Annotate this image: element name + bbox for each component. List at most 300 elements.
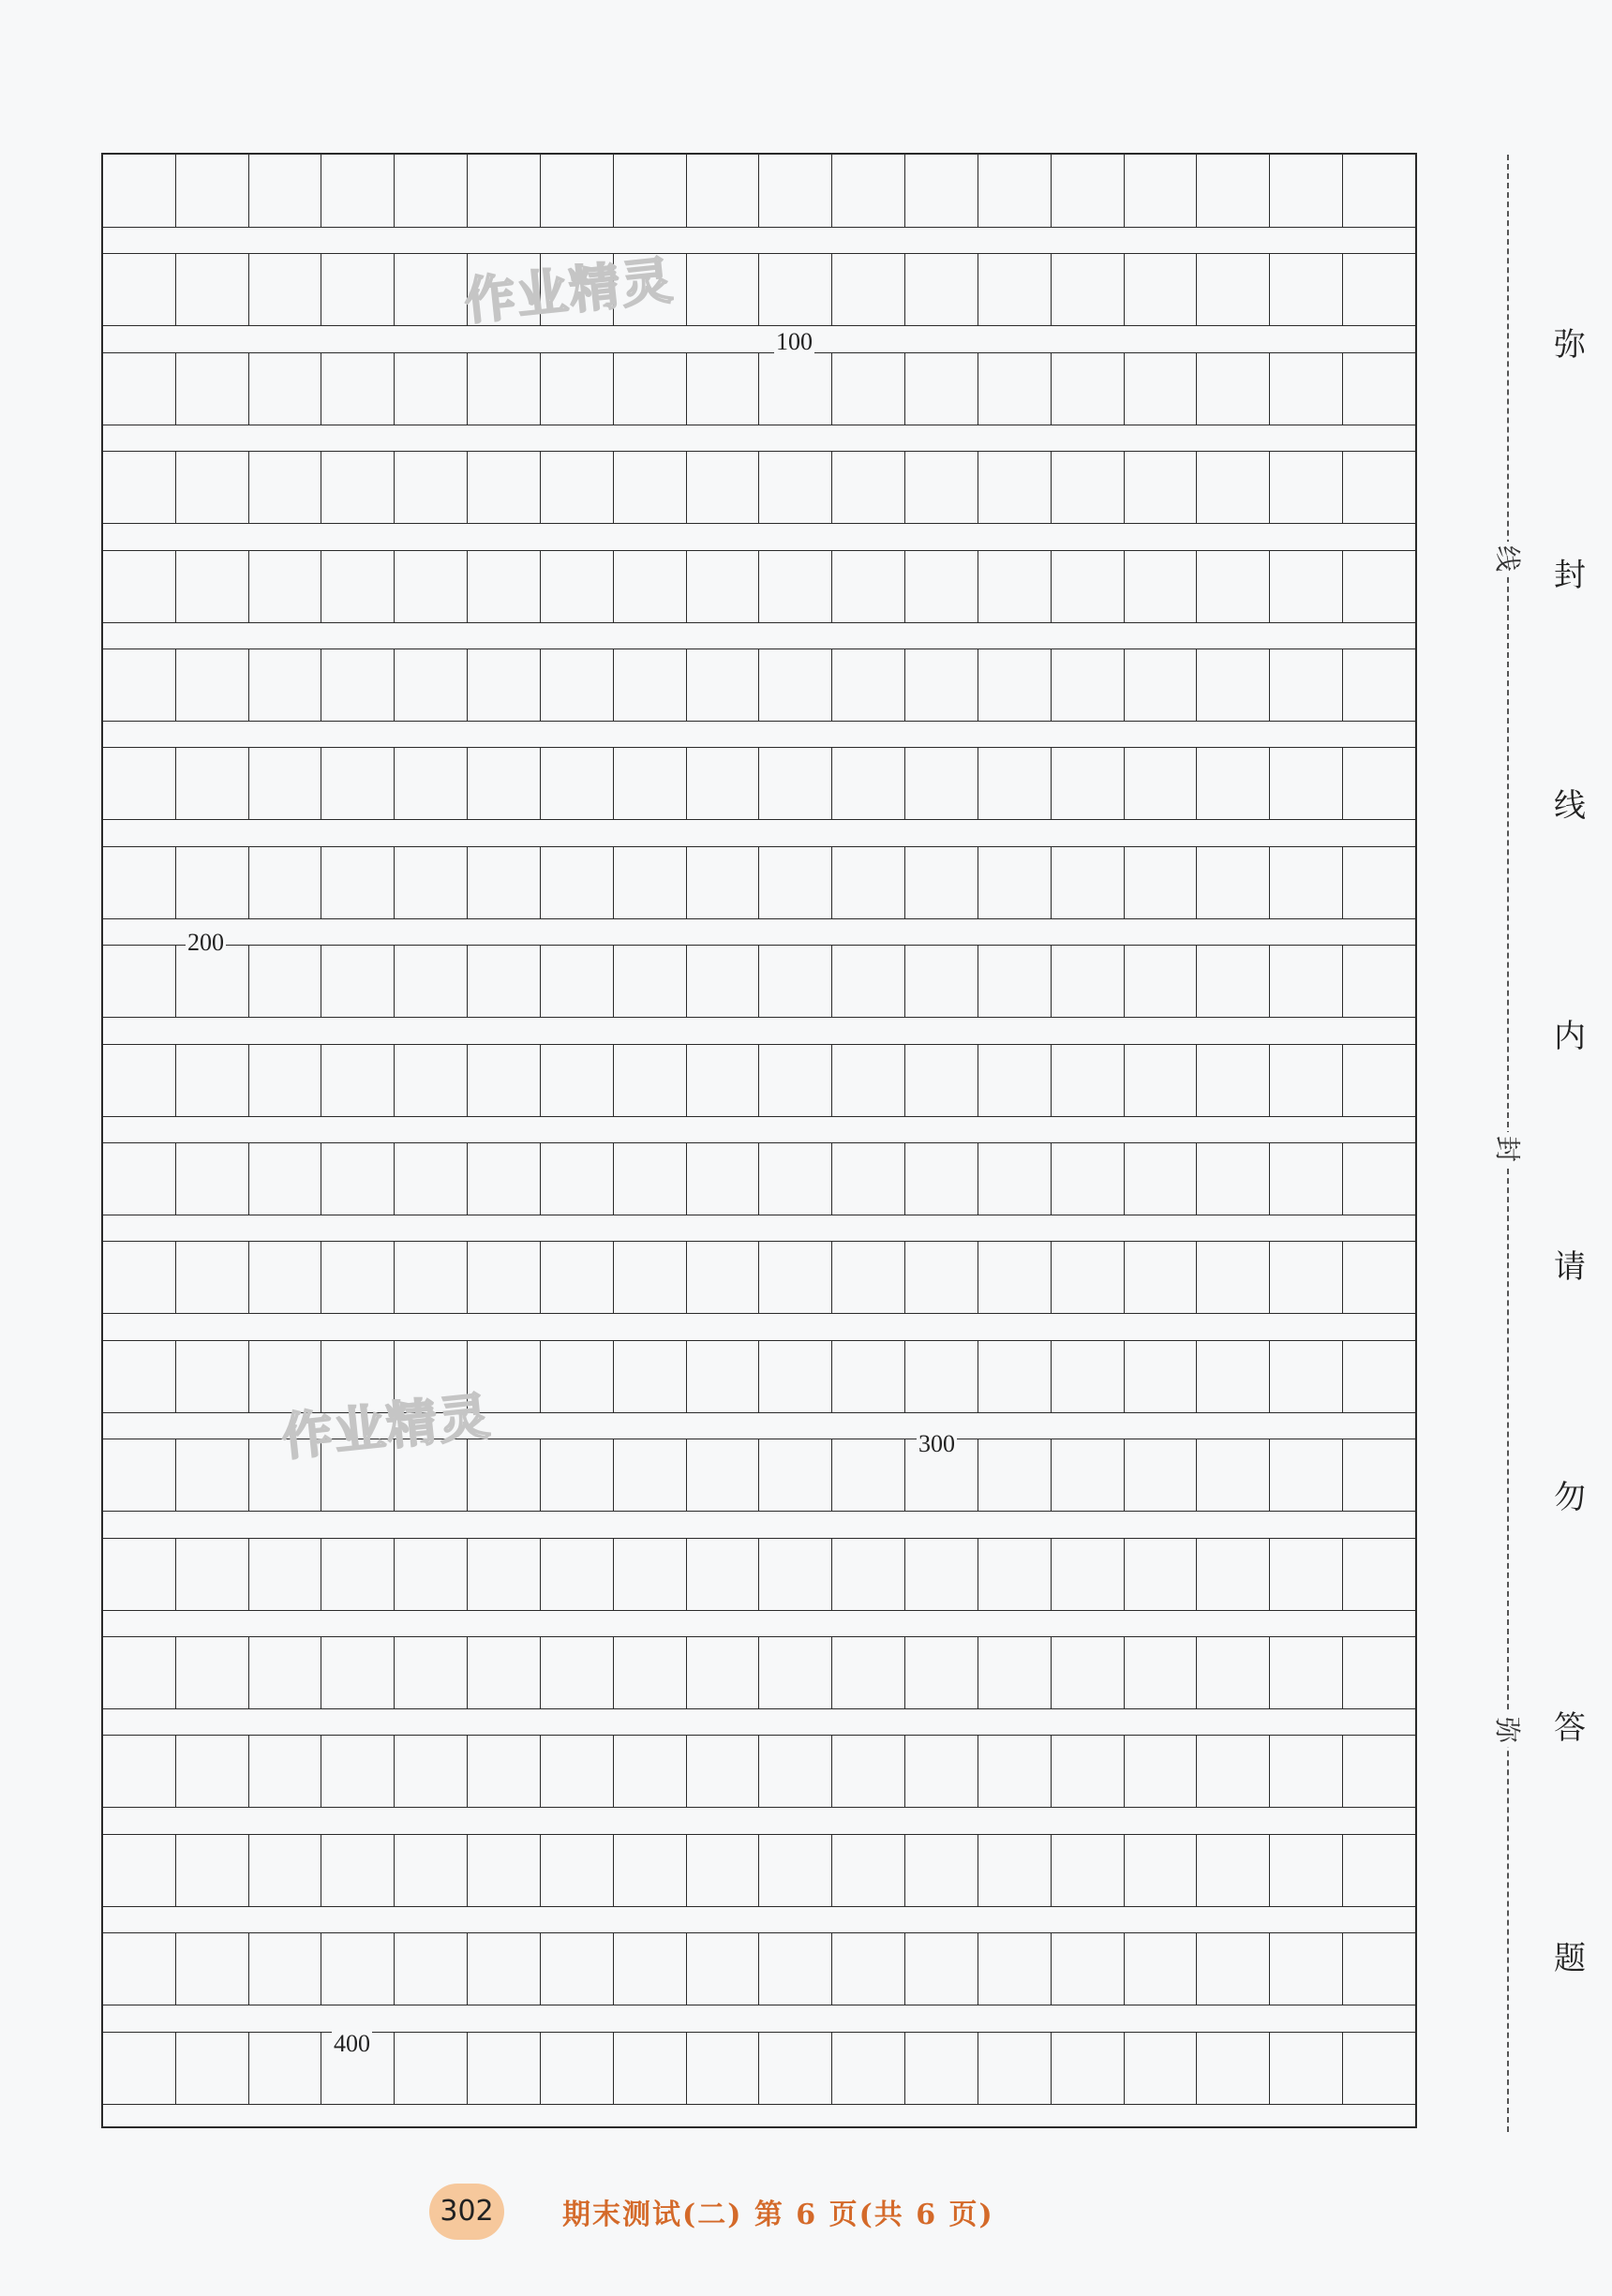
grid-cell <box>541 155 614 227</box>
grid-cell <box>1125 1637 1198 1708</box>
grid-cell <box>468 353 541 425</box>
grid-cell <box>541 1933 614 2005</box>
grid-cell <box>614 155 687 227</box>
grid-cell <box>1125 1835 1198 1906</box>
grid-cell <box>249 649 322 721</box>
grid-cell <box>176 748 249 819</box>
grid-cell <box>1270 748 1343 819</box>
grid-cell <box>103 649 176 721</box>
grid-cell <box>1125 353 1198 425</box>
warning-char: 答 <box>1554 1709 1586 1747</box>
grid-cell <box>1197 748 1270 819</box>
grid-cell <box>1052 1539 1125 1610</box>
grid-cell <box>832 155 905 227</box>
grid-row <box>103 846 1415 919</box>
grid-cell <box>1270 155 1343 227</box>
grid-row <box>103 155 1415 228</box>
grid-cell <box>176 649 249 721</box>
grid-cell <box>687 1439 760 1511</box>
grid-cell <box>249 551 322 622</box>
grid-cell <box>687 1835 760 1906</box>
grid-cell <box>321 1539 395 1610</box>
grid-cell <box>832 748 905 819</box>
grid-cell <box>1125 847 1198 918</box>
grid-cell <box>1052 1242 1125 1313</box>
grid-cell <box>321 1143 395 1215</box>
grid-cell <box>176 1933 249 2005</box>
grid-cell <box>614 1933 687 2005</box>
grid-cell <box>321 254 395 325</box>
grid-cell <box>614 452 687 523</box>
grid-cell <box>832 353 905 425</box>
page-number-badge: 302 <box>429 2184 504 2240</box>
grid-cell <box>541 1736 614 1807</box>
grid-cell <box>978 1143 1052 1215</box>
grid-cell <box>832 254 905 325</box>
grid-cell <box>541 1341 614 1412</box>
grid-cell <box>249 1045 322 1116</box>
grid-cell <box>103 353 176 425</box>
grid-cell <box>249 1143 322 1215</box>
grid-cell <box>759 1341 832 1412</box>
grid-cell <box>321 1637 395 1708</box>
grid-cell <box>687 1736 760 1807</box>
grid-cell <box>1052 155 1125 227</box>
grid-cell <box>687 1143 760 1215</box>
grid-cell <box>395 155 468 227</box>
grid-cell <box>249 254 322 325</box>
grid-cell <box>541 1439 614 1511</box>
grid-cell <box>541 748 614 819</box>
grid-cell <box>1270 1242 1343 1313</box>
grid-cell <box>249 1539 322 1610</box>
grid-cell <box>978 551 1052 622</box>
grid-cell <box>1125 1143 1198 1215</box>
grid-cell <box>468 1835 541 1906</box>
grid-cell <box>1197 551 1270 622</box>
grid-cell <box>395 1143 468 1215</box>
grid-cell <box>468 847 541 918</box>
grid-cell <box>103 1242 176 1313</box>
warning-char: 线 <box>1554 787 1586 825</box>
grid-row <box>103 1241 1415 1314</box>
grid-cell <box>1270 1143 1343 1215</box>
grid-cell <box>1125 1045 1198 1116</box>
grid-cell <box>321 1933 395 2005</box>
grid-cell <box>468 649 541 721</box>
grid-cell <box>905 1736 978 1807</box>
grid-cell <box>978 1736 1052 1807</box>
grid-cell <box>1197 1835 1270 1906</box>
grid-cell <box>687 2033 760 2104</box>
grid-cell <box>905 1242 978 1313</box>
grid-cell <box>1052 1637 1125 1708</box>
grid-cell <box>1343 452 1415 523</box>
warning-char: 请 <box>1554 1248 1586 1286</box>
warning-char: 封 <box>1554 557 1586 594</box>
grid-cell <box>978 2033 1052 2104</box>
grid-cell <box>541 1045 614 1116</box>
grid-cell <box>1270 2033 1343 2104</box>
grid-cell <box>1270 254 1343 325</box>
grid-cell <box>1270 649 1343 721</box>
grid-cell <box>176 551 249 622</box>
grid-row <box>103 550 1415 623</box>
grid-cell <box>321 1045 395 1116</box>
grid-cell <box>1343 748 1415 819</box>
grid-row <box>103 1834 1415 1907</box>
grid-cell <box>1343 551 1415 622</box>
grid-cell <box>321 1242 395 1313</box>
grid-cell <box>541 847 614 918</box>
grid-cell <box>614 1539 687 1610</box>
grid-cell <box>249 1736 322 1807</box>
grid-cell <box>395 353 468 425</box>
grid-cell <box>614 748 687 819</box>
grid-cell <box>759 748 832 819</box>
grid-cell <box>1197 1341 1270 1412</box>
grid-cell <box>905 1539 978 1610</box>
grid-cell <box>1125 1736 1198 1807</box>
grid-cell <box>321 155 395 227</box>
grid-cell <box>541 1143 614 1215</box>
grid-cell <box>832 1637 905 1708</box>
grid-cell <box>978 1835 1052 1906</box>
grid-cell <box>395 1045 468 1116</box>
grid-cell <box>832 551 905 622</box>
grid-cell <box>249 748 322 819</box>
binding-label-seal: 封 <box>1490 1132 1524 1166</box>
grid-cell <box>541 1242 614 1313</box>
grid-cell <box>103 847 176 918</box>
grid-cell <box>1270 847 1343 918</box>
grid-cell <box>395 649 468 721</box>
grid-cell <box>176 1242 249 1313</box>
grid-cell <box>687 1341 760 1412</box>
grid-cell <box>759 649 832 721</box>
grid-cell <box>395 748 468 819</box>
grid-cell <box>1343 254 1415 325</box>
grid-cell <box>468 1045 541 1116</box>
grid-row <box>103 2032 1415 2105</box>
grid-cell <box>1197 2033 1270 2104</box>
grid-cell <box>176 1835 249 1906</box>
grid-cell <box>1125 1539 1198 1610</box>
grid-cell <box>832 649 905 721</box>
grid-cell <box>249 1933 322 2005</box>
grid-cell <box>176 1439 249 1511</box>
grid-cell <box>1197 353 1270 425</box>
grid-cell <box>759 1539 832 1610</box>
grid-cell <box>395 1736 468 1807</box>
grid-cell <box>103 1143 176 1215</box>
grid-cell <box>832 452 905 523</box>
grid-cell <box>614 1045 687 1116</box>
grid-cell <box>1270 1539 1343 1610</box>
grid-cell <box>905 946 978 1017</box>
grid-cell <box>1270 1933 1343 2005</box>
grid-row <box>103 253 1415 326</box>
grid-cell <box>1125 452 1198 523</box>
grid-cell <box>905 1341 978 1412</box>
grid-cell <box>1125 748 1198 819</box>
grid-cell <box>905 847 978 918</box>
grid-cell <box>103 1736 176 1807</box>
grid-cell <box>395 452 468 523</box>
grid-cell <box>687 847 760 918</box>
grid-cell <box>905 649 978 721</box>
grid-cell <box>1125 1242 1198 1313</box>
grid-cell <box>687 155 760 227</box>
grid-cell <box>614 1439 687 1511</box>
grid-cell <box>759 551 832 622</box>
grid-cell <box>1125 649 1198 721</box>
grid-cell <box>905 551 978 622</box>
grid-cell <box>249 452 322 523</box>
grid-cell <box>321 1835 395 1906</box>
grid-cell <box>1052 847 1125 918</box>
grid-cell <box>1125 946 1198 1017</box>
grid-cell <box>176 1736 249 1807</box>
grid-cell <box>614 1242 687 1313</box>
grid-cell <box>176 452 249 523</box>
grid-cell <box>614 353 687 425</box>
grid-cell <box>395 254 468 325</box>
grid-cell <box>832 1045 905 1116</box>
count-marker-200: 200 <box>187 929 224 956</box>
grid-cell <box>249 1835 322 1906</box>
grid-cell <box>1052 1439 1125 1511</box>
grid-cell <box>541 1539 614 1610</box>
grid-cell <box>1125 254 1198 325</box>
grid-cell <box>1052 2033 1125 2104</box>
grid-cell <box>832 1736 905 1807</box>
grid-cell <box>1343 1143 1415 1215</box>
grid-cell <box>978 847 1052 918</box>
grid-cell <box>905 1637 978 1708</box>
grid-cell <box>1197 649 1270 721</box>
grid-cell <box>687 452 760 523</box>
grid-cell <box>541 551 614 622</box>
grid-cell <box>759 155 832 227</box>
grid-cell <box>1197 1933 1270 2005</box>
grid-cell <box>103 1933 176 2005</box>
grid-row <box>103 1044 1415 1117</box>
grid-cell <box>541 1835 614 1906</box>
grid-cell <box>759 1835 832 1906</box>
grid-cell <box>1270 1637 1343 1708</box>
grid-cell <box>687 1045 760 1116</box>
grid-cell <box>614 1736 687 1807</box>
grid-cell <box>321 1736 395 1807</box>
grid-cell <box>176 1637 249 1708</box>
grid-cell <box>614 946 687 1017</box>
grid-cell <box>176 2033 249 2104</box>
grid-cell <box>614 1637 687 1708</box>
grid-cell <box>978 254 1052 325</box>
grid-cell <box>468 1539 541 1610</box>
grid-cell <box>978 946 1052 1017</box>
grid-cell <box>1052 452 1125 523</box>
grid-cell <box>249 155 322 227</box>
grid-cell <box>1343 1637 1415 1708</box>
watermark-logo: 作业精灵 <box>278 1386 495 1468</box>
grid-cell <box>321 452 395 523</box>
grid-cell <box>832 1835 905 1906</box>
grid-cell <box>832 1242 905 1313</box>
page-footer <box>0 2184 1612 2240</box>
grid-cell <box>1197 946 1270 1017</box>
grid-cell <box>687 946 760 1017</box>
grid-row <box>103 1142 1415 1215</box>
grid-cell <box>978 452 1052 523</box>
grid-cell <box>1052 551 1125 622</box>
grid-cell <box>1343 946 1415 1017</box>
grid-cell <box>1270 1736 1343 1807</box>
warning-char: 弥 <box>1554 326 1586 364</box>
grid-cell <box>176 1143 249 1215</box>
grid-cell <box>687 1242 760 1313</box>
grid-cell <box>1343 1341 1415 1412</box>
grid-cell <box>1052 1835 1125 1906</box>
count-marker-100: 100 <box>776 328 813 355</box>
grid-cell <box>978 1637 1052 1708</box>
grid-cell <box>1270 1341 1343 1412</box>
grid-cell <box>1343 1439 1415 1511</box>
grid-cell <box>978 1933 1052 2005</box>
grid-cell <box>978 649 1052 721</box>
grid-cell <box>759 1736 832 1807</box>
grid-cell <box>249 847 322 918</box>
grid-cell <box>1125 2033 1198 2104</box>
grid-cell <box>1197 1143 1270 1215</box>
grid-cell <box>614 1341 687 1412</box>
grid-cell <box>468 452 541 523</box>
grid-cell <box>759 353 832 425</box>
grid-cell <box>759 254 832 325</box>
grid-cell <box>1197 1637 1270 1708</box>
grid-cell <box>1052 748 1125 819</box>
grid-cell <box>1343 353 1415 425</box>
grid-cell <box>905 1045 978 1116</box>
grid-cell <box>905 748 978 819</box>
grid-cell <box>1270 946 1343 1017</box>
binding-label-line: 线 <box>1490 542 1524 575</box>
grid-cell <box>1052 946 1125 1017</box>
grid-row <box>103 945 1415 1018</box>
grid-cell <box>1052 1143 1125 1215</box>
grid-cell <box>321 649 395 721</box>
grid-cell <box>687 649 760 721</box>
grid-row <box>103 747 1415 820</box>
grid-cell <box>905 1143 978 1215</box>
grid-row <box>103 649 1415 722</box>
grid-cell <box>395 1539 468 1610</box>
count-marker-400: 400 <box>334 2030 370 2057</box>
grid-cell <box>468 1736 541 1807</box>
grid-cell <box>978 748 1052 819</box>
grid-cell <box>759 1143 832 1215</box>
grid-cell <box>249 2033 322 2104</box>
grid-cell <box>176 155 249 227</box>
grid-cell <box>978 1539 1052 1610</box>
grid-cell <box>832 2033 905 2104</box>
grid-cell <box>468 1242 541 1313</box>
grid-cell <box>468 1143 541 1215</box>
grid-cell <box>1197 1242 1270 1313</box>
grid-cell <box>103 2033 176 2104</box>
grid-cell <box>1125 155 1198 227</box>
grid-cell <box>395 847 468 918</box>
grid-cell <box>759 2033 832 2104</box>
grid-cell <box>321 748 395 819</box>
grid-cell <box>468 1933 541 2005</box>
grid-cell <box>832 1539 905 1610</box>
grid-row <box>103 352 1415 425</box>
grid-cell <box>614 1143 687 1215</box>
grid-cell <box>687 551 760 622</box>
grid-cell <box>103 1539 176 1610</box>
warning-char: 题 <box>1554 1940 1586 1977</box>
grid-cell <box>1125 1439 1198 1511</box>
grid-cell <box>1343 2033 1415 2104</box>
grid-cell <box>1270 1045 1343 1116</box>
grid-cell <box>1343 1045 1415 1116</box>
grid-cell <box>321 551 395 622</box>
grid-cell <box>759 1242 832 1313</box>
grid-cell <box>103 1341 176 1412</box>
grid-cell <box>321 847 395 918</box>
grid-cell <box>541 353 614 425</box>
grid-cell <box>176 847 249 918</box>
grid-cell <box>1270 551 1343 622</box>
grid-cell <box>1197 1045 1270 1116</box>
grid-cell <box>321 353 395 425</box>
writing-grid <box>101 153 1417 2128</box>
grid-cell <box>759 452 832 523</box>
grid-cell <box>832 1143 905 1215</box>
grid-cell <box>832 847 905 918</box>
grid-cell <box>759 946 832 1017</box>
watermark-logo: 作业精灵 <box>461 250 678 332</box>
grid-cell <box>759 1933 832 2005</box>
grid-cell <box>249 946 322 1017</box>
grid-cell <box>1343 1835 1415 1906</box>
grid-cell <box>1125 1341 1198 1412</box>
grid-cell <box>978 1341 1052 1412</box>
grid-cell <box>468 1439 541 1511</box>
grid-cell <box>1270 452 1343 523</box>
grid-cell <box>614 847 687 918</box>
grid-cell <box>103 155 176 227</box>
grid-cell <box>905 1835 978 1906</box>
grid-cell <box>468 1637 541 1708</box>
grid-cell <box>1270 353 1343 425</box>
grid-cell <box>395 551 468 622</box>
grid-cell <box>1197 1539 1270 1610</box>
grid-cell <box>832 1341 905 1412</box>
grid-cell <box>176 1539 249 1610</box>
grid-cell <box>395 946 468 1017</box>
warning-char: 内 <box>1554 1018 1586 1055</box>
grid-cell <box>176 1341 249 1412</box>
grid-cell <box>468 2033 541 2104</box>
grid-cell <box>759 847 832 918</box>
grid-cell <box>468 155 541 227</box>
grid-cell <box>103 748 176 819</box>
grid-cell <box>1270 1439 1343 1511</box>
grid-cell <box>103 946 176 1017</box>
